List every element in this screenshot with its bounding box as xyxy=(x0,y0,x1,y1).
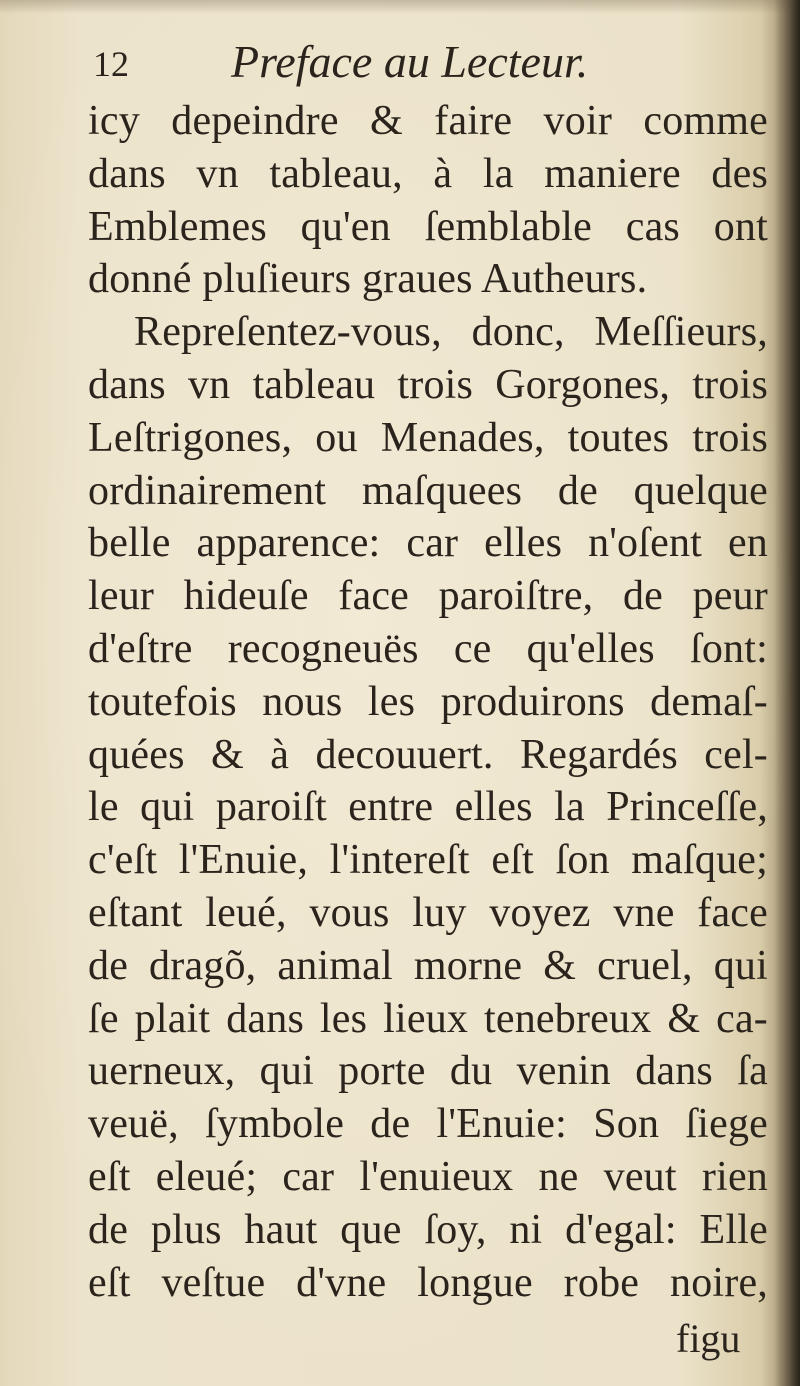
text-line: donné pluſieurs graues Autheurs. xyxy=(88,256,648,303)
text-line: Leſtrigones, ou Menades, toutes trois xyxy=(88,414,768,461)
text-line: icy depeindre & faire voir comme xyxy=(88,98,768,144)
text-line: ordinairement maſquees de quelque xyxy=(88,467,768,514)
text-line: quées & à decouuert. Regardés cel- xyxy=(88,731,768,778)
text-line: dans vn tableau trois Gorgones, trois xyxy=(88,361,768,408)
text-line: de dragõ, animal morne & cruel, qui xyxy=(88,942,768,989)
text-line: c'eſt l'Enuie, l'intereſt eſt ſon maſque; xyxy=(88,837,768,884)
text-line: eſt eleué; car l'enuieux ne veut rien xyxy=(88,1153,768,1200)
text-line: uerneux, qui porte du venin dans ſa xyxy=(88,1048,768,1095)
text-line: eſtant leué, vous luy voyez vne face xyxy=(88,889,768,936)
text-line: d'eſtre recogneuës ce qu'elles ſont: xyxy=(88,625,768,672)
text-line: Emblemes qu'en ſemblable cas ont xyxy=(88,203,768,250)
page-number: 12 xyxy=(93,44,129,84)
body-text xyxy=(88,95,768,1309)
text-line: toutefois nous les produirons demaſ- xyxy=(88,678,768,725)
text-line: le qui paroiſt entre elles la Princeſſe, xyxy=(88,784,768,831)
text-line: veuë, ſymbole de l'Enuie: Son ſiege xyxy=(88,1101,768,1148)
text-line: leur hideuſe face paroiſtre, de peur xyxy=(88,573,768,620)
text-line: eſt veſtue d'vne longue robe noire, xyxy=(88,1259,768,1306)
text-line: belle apparence: car elles n'oſent en xyxy=(88,520,768,567)
catchword: figu xyxy=(676,1316,741,1361)
text-line: ſe plait dans les lieux tenebreux & ca- xyxy=(88,995,768,1042)
text-line: Repreſentez-vous, donc, Meſſieurs, xyxy=(134,309,768,356)
binding-gutter-shadow xyxy=(774,0,800,1386)
text-line: de plus haut que ſoy, ni d'egal: Elle xyxy=(88,1206,768,1253)
running-head: Preface au Lecteur. xyxy=(231,36,589,87)
page-header xyxy=(93,34,693,96)
text-line: dans vn tableau, à la maniere des xyxy=(88,150,768,197)
page-top-shadow xyxy=(0,0,800,14)
